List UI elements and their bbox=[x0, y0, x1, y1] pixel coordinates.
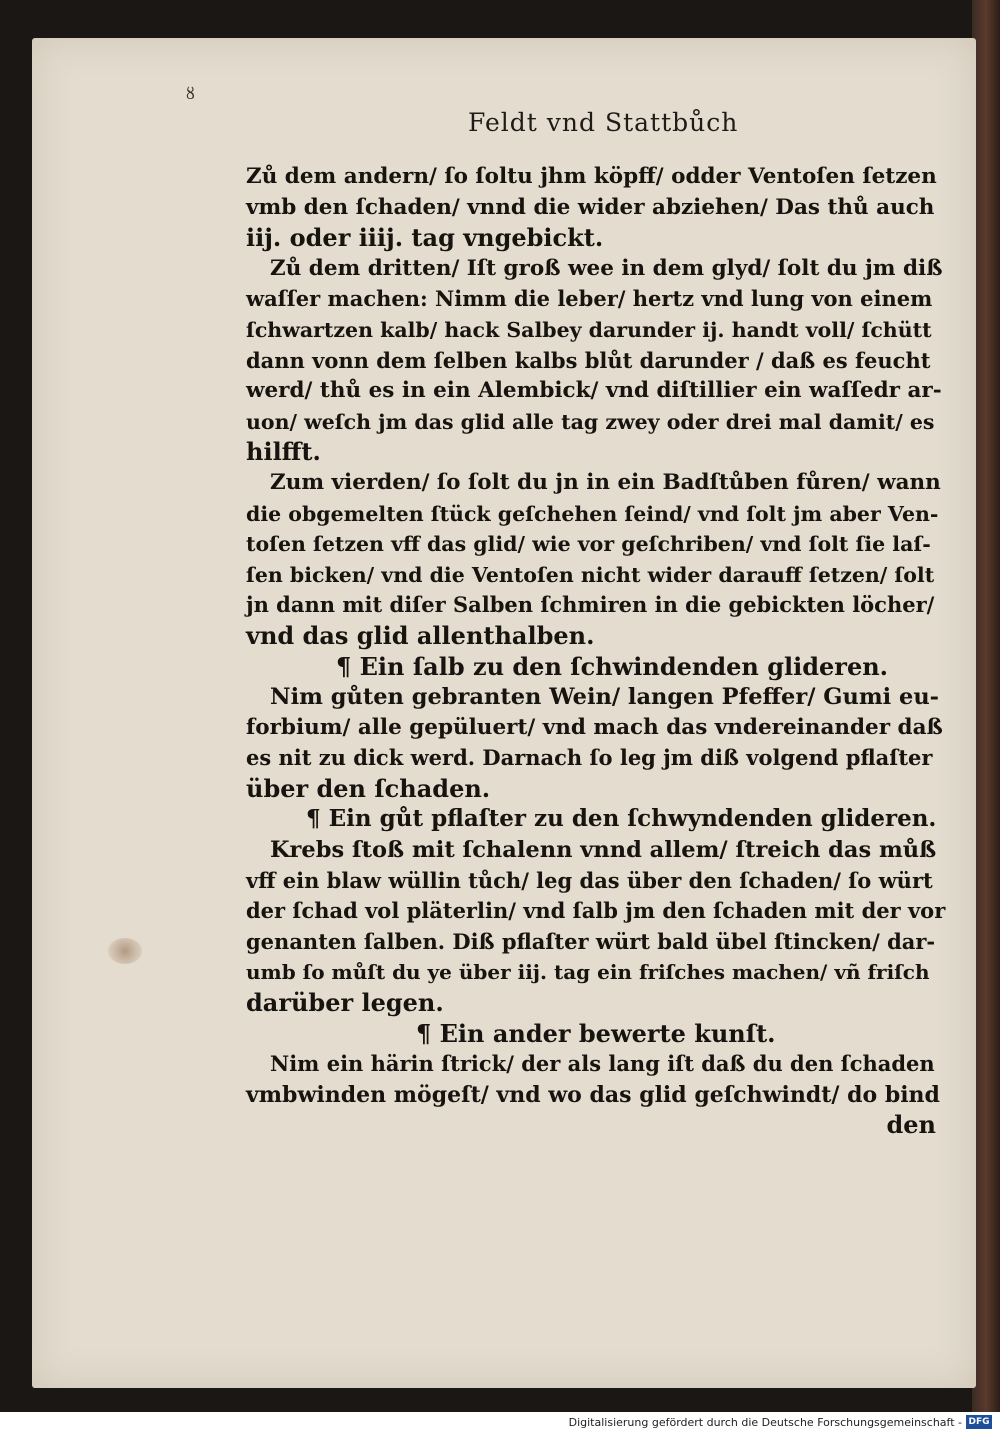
paper-stain bbox=[108, 938, 142, 964]
text-line: Nim ein härin ſtrick/ der als lang iſt daß du den ſchaden bbox=[270, 1051, 935, 1077]
text-line: Zů dem dritten/ Iſt groß wee in dem glyd/ ſolt du jm diß bbox=[270, 255, 943, 281]
funding-credit: Digitalisierung gefördert durch die Deutsche Forschungsgemeinschaft - bbox=[568, 1416, 962, 1429]
text-line: ſchwartzen kalb/ hack Salbey darunder ij. handt voll/ ſchütt bbox=[246, 317, 932, 342]
text-line: Krebs ſtoß mit ſchalenn vnnd allem/ ſtreich das můß bbox=[270, 837, 937, 864]
section-heading: ¶ Ein ſalb zu den ſchwindenden glideren. bbox=[336, 651, 889, 681]
page-edge-shadow bbox=[972, 0, 1000, 1412]
text-line: Zů dem andern/ ſo ſoltu jhm köpff/ odder Ventoſen ſetzen bbox=[246, 164, 937, 189]
text-line: genanten ſalben. Diß pflaſter würt bald übel ſtincken/ dar- bbox=[246, 928, 936, 954]
text-line: darüber legen. bbox=[246, 988, 444, 1018]
running-head: Feldt vnd Stattbůch bbox=[468, 108, 739, 137]
text-line: Nim gůten gebranten Wein/ langen Pfeffer/ Gumi eu- bbox=[270, 684, 940, 711]
page-mark: ȣ bbox=[186, 84, 195, 103]
text-line: waſſer machen: Nimm die leber/ hertz vnd lung von einem bbox=[246, 286, 933, 312]
catchword: den bbox=[886, 1110, 936, 1140]
text-line: iij. oder iiij. tag vngebickt. bbox=[246, 223, 604, 253]
dfg-logo: DFG bbox=[966, 1415, 992, 1429]
text-line: Zum vierden/ ſo ſolt du jn in ein Badſtůben fůren/ wann bbox=[270, 469, 941, 495]
text-line: über den ſchaden. bbox=[246, 773, 491, 803]
text-line: toſen ſetzen vff das glid/ wie vor geſchriben/ vnd ſolt ſie laſ- bbox=[246, 532, 931, 557]
section-heading: ¶ Ein gůt pflaſter zu den ſchwyndenden glideren. bbox=[306, 805, 937, 833]
text-line: der ſchad vol pläterlin/ vnd ſalb jm den ſchaden mit der vor bbox=[246, 898, 946, 924]
text-line: jn dann mit diſer Salben ſchmiren in die gebickten löcher/ bbox=[246, 592, 935, 618]
text-line: es nit zu dick werd. Darnach ſo leg jm diß volgend pflaſter bbox=[246, 745, 933, 771]
text-line: werd/ thů es in ein Alembick/ vnd diſtillier ein waſſedr ar- bbox=[246, 378, 942, 404]
text-line: hilfft. bbox=[246, 437, 321, 467]
body-text bbox=[246, 162, 946, 1141]
text-line: uon/ weſch jm das glid alle tag zwey oder drei mal damit/ es bbox=[246, 409, 935, 434]
text-line: vmbwinden mögeſt/ vnd wo das glid geſchwindt/ do bind bbox=[246, 1081, 940, 1108]
text-line: dann vonn dem ſelben kalbs blůt darunder / daß es feucht bbox=[246, 347, 931, 373]
text-line: vnd das glid allenthalben. bbox=[246, 620, 595, 650]
text-line: die obgemelten ſtück geſchehen ſeind/ vnd ſolt jm aber Ven- bbox=[246, 501, 939, 526]
text-line: ſen bicken/ vnd die Ventoſen nicht wider darauff ſetzen/ ſolt bbox=[246, 562, 935, 587]
text-line: vff ein blaw wüllin tůch/ leg das über den ſchaden/ ſo würt bbox=[246, 867, 933, 893]
footer-bar bbox=[0, 1412, 1000, 1434]
text-line: umb ſo můſt du ye über iij. tag ein friſches machen/ vñ friſch bbox=[246, 960, 930, 985]
text-line: vmb den ſchaden/ vnnd die wider abziehen/ Das thů auch bbox=[246, 194, 935, 220]
text-line: forbium/ alle gepüluert/ vnd mach das vndereinander daß bbox=[246, 714, 943, 740]
section-heading: ¶ Ein ander bewerte kunſt. bbox=[416, 1018, 776, 1048]
